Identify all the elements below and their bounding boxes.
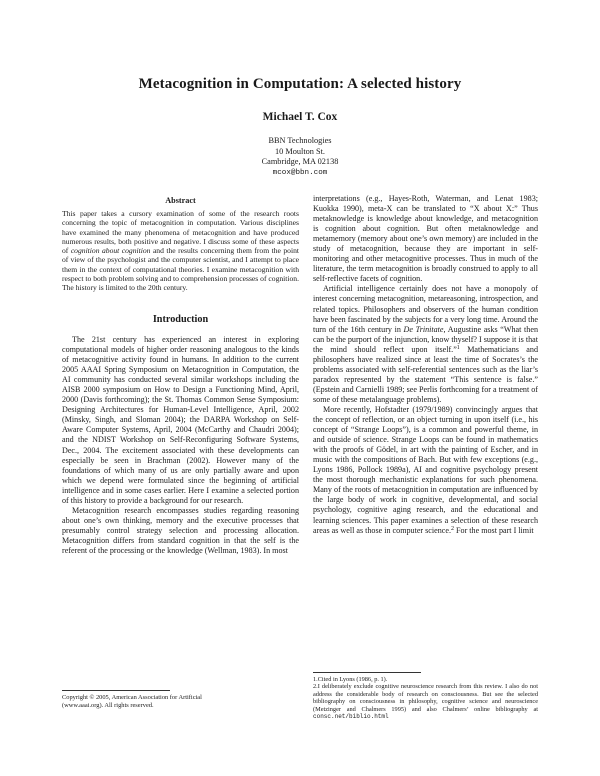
- copyright-line: Copyright © 2005, American Association for Artificial: [62, 694, 202, 701]
- right-column-body: [313, 194, 538, 536]
- affiliation-line: 10 Moulton St.: [274, 146, 326, 156]
- abstract-emphasis: cognition about cognition: [70, 246, 151, 256]
- paragraph: [313, 284, 538, 405]
- footnote: 1.Cited in Lyons (1986, p. 1).: [313, 676, 388, 683]
- bibliography-link[interactable]: consc.net/biblio.html: [313, 713, 389, 721]
- abstract-text: and the results concerning them from the point of view of the psychologist and the computer scientist, and I attempt to place them in the context of computational theories. I examine metacognition with respect to both problem solving and to comprehension processes of cognition. The history is limited to the 20th century.: [62, 246, 299, 293]
- paragraph-text: , Augustine asks “What then can be the purport of the injunction, know thyself? I suppose it is that the mind should reflect upon itself.”: [313, 324, 538, 354]
- author-email[interactable]: mcox@bbn.com: [272, 168, 328, 177]
- book-title: De Trinitate: [403, 324, 444, 334]
- paragraph: [313, 405, 538, 536]
- paragraph-text: More recently, Hofstadter (1979/1989) convincingly argues that the concept of reflection, or an object turning in upon itself (i.e., his concept of “Strange Loops”), is a common and powerful theme, in and outside of science. Strange Loops can be found in mathematics with the proofs of Gödel, in art with the painting of Escher, and in music with the compositions of Bach. But with few exceptions (e.g., Lyons 1986, Pollock 1989a), AI and cognitive psychology present the most thorough mechanistic explanations for such phenomena. Many of the roots of metacognition in computation are influenced by the large body of work in cognitive, developmental, and social psychology, cognitive aging research, and the educational and learning sciences. This paper examines a selection of these research areas as well as those in computer science.: [313, 404, 538, 535]
- abstract-text: This paper takes a cursory examination of some of the research roots concerning the topic of metacognition in computation. Various disciplines have examined the many phenomena of metacognition and have produced numerous results, both positive and negative. I discuss some of these aspects of: [62, 209, 299, 256]
- left-column-body: [62, 335, 299, 556]
- footnote-divider: [62, 690, 170, 691]
- abstract-body: [62, 209, 299, 293]
- affiliation-line: Cambridge, MA 02138: [261, 157, 339, 167]
- author-affiliation: [0, 136, 600, 178]
- footnote-ref[interactable]: 1: [456, 344, 460, 351]
- paragraph-text: Artificial intelligence certainly does not have a monopoly of interest concerning metacognition, metareasoning, introspection, and related topics. Philosophers and observers of the human condition have been fascinated by the subjects for a very long time. Around the turn of the 16th century in: [313, 284, 538, 334]
- abstract-heading: Abstract: [165, 196, 196, 205]
- footnote-text: 2.I deliberately exclude cognitive neuroscience research from this review. I also do not address the considerable body of research on consciousness. But see the selected bibliography on consciousness in philosophy, cognitive science and neuroscience (Metzinger and Chalmers 1995) and also Chalmers’ online bibliography at: [313, 683, 538, 713]
- footnotes: [313, 676, 538, 721]
- paragraph-text: Mathematicians and philosophers have realized since at least the time of Socrates’s the problems associated with self-referential sentences such as the liar’s paradox represented by the statement “This sentence is false.” (Epstein and Carnielli 1989; see Perlis forthcoming for a treatment of some of these metalanguage problems).: [313, 344, 538, 404]
- paragraph-text: For the most part I limit: [454, 525, 534, 535]
- copyright-notice: [62, 694, 299, 710]
- paragraph: Metacognition research encompasses studies regarding reasoning about one’s own thinking, memory and the executive processes that presumably control strategy selection and processing allocation. Metacognition differs from standard cognition in that the self is the referent of the processing or the knowledge (Wellman, 1983). In most: [62, 505, 299, 555]
- paragraph: The 21st century has experienced an interest in exploring computational models of higher order reasoning analogous to the kinds of metacognitive activity found in humans. In addition to the current 2005 AAAI Spring Symposium on Metacognition in Computation, the AI community has conducted several similar workshops including the AISB 2000 symposium on How to Design a Functioning Mind, April, 2000 (Davis forthcoming); the St. Thomas Common Sense Symposium: Designing Architectures for Human-Level Intelligence, April, 2002 (Minsky, Singh, and Sloman 2004); the DARPA Workshop on Self-Aware Computer Systems, April, 2004 (McCarthy and Chaudri 2004); and the NDIST Workshop on Self-Reconfiguring Software Systems, Dec., 2004. The excitement associated with these developments can especially be seen in Brachman (2002). However many of the foundations of which many of us are only partially aware and upon which we depend were formulated since the beginning of artificial intelligence and in some cases earlier. Here I examine a selected portion of this history to provide a background for our research.: [62, 335, 299, 505]
- paper-title: Metacognition in Computation: A selected history: [138, 76, 462, 92]
- footnote: [313, 683, 538, 720]
- affiliation-line: BBN Technologies: [268, 136, 332, 145]
- introduction-heading: Introduction: [152, 314, 209, 325]
- author-name: Michael T. Cox: [262, 111, 338, 123]
- footnote-ref[interactable]: 2: [451, 525, 454, 532]
- copyright-line: (www.aaai.org). All rights reserved.: [62, 701, 154, 709]
- footnote-divider: [313, 672, 421, 673]
- paragraph: interpretations (e.g., Hayes-Roth, Waterman, and Lenat 1983; Kuokka 1990), meta-X can be translated to “X about X:” Thus metaknowledge is knowledge about knowledge, and metacognition is cognition about cognition. But often metaknowledge and metamemory (memory about one’s own memory) are included in the study of metacognition, because they are important in self-monitoring and other metacognitive processes. Thus in much of the literature, the term metacognition is broadly construed to apply to all self-reflective facets of cognition.: [313, 194, 538, 284]
